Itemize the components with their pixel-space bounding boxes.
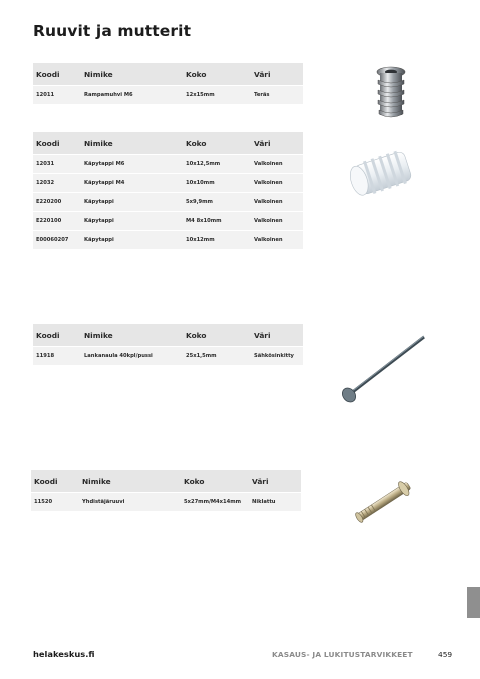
cell-color: Valkoinen	[254, 237, 283, 243]
cell-color: Valkoinen	[254, 161, 283, 167]
table-row	[33, 192, 303, 211]
cell-code: 11520	[34, 499, 53, 505]
cell-color: Niklattu	[252, 499, 276, 505]
table-header	[31, 470, 301, 492]
cell-color: Sähkösinkitty	[254, 353, 294, 359]
table-header	[33, 324, 303, 346]
cell-size: 10x12,5mm	[186, 161, 221, 167]
threaded-insert-icon	[368, 64, 414, 124]
product-table-inserts	[33, 63, 303, 104]
col-header-name: Nimike	[84, 330, 113, 340]
col-header-size: Koko	[186, 330, 207, 340]
cell-color: Valkoinen	[254, 180, 283, 186]
cell-size: 10x10mm	[186, 180, 215, 186]
cell-name: Rampamuhvi M6	[84, 92, 133, 98]
cell-color: Teräs	[254, 92, 270, 98]
table-row	[33, 154, 303, 173]
cell-code: E00060207	[36, 237, 69, 243]
col-header-code: Koodi	[36, 138, 60, 148]
cell-size: 5x9,9mm	[186, 199, 213, 205]
col-header-color: Väri	[254, 330, 271, 340]
cell-code: E220100	[36, 218, 62, 224]
product-table-dowels	[33, 132, 303, 249]
cell-size: 12x15mm	[186, 92, 215, 98]
page-number: 459	[438, 650, 453, 659]
nail-icon	[338, 330, 428, 406]
connector-bolt-icon	[350, 474, 420, 530]
plastic-dowel-icon	[343, 142, 423, 204]
col-header-code: Koodi	[34, 476, 58, 486]
product-table-connector-bolts	[31, 470, 301, 511]
col-header-name: Nimike	[84, 69, 113, 79]
col-header-size: Koko	[186, 138, 207, 148]
cell-name: Käpytappi	[84, 218, 114, 224]
cell-code: E220200	[36, 199, 62, 205]
cell-name: Käpytappi	[84, 199, 114, 205]
cell-code: 12031	[36, 161, 55, 167]
col-header-color: Väri	[254, 69, 271, 79]
cell-code: 11918	[36, 353, 55, 359]
cell-code: 12011	[36, 92, 55, 98]
table-header	[33, 63, 303, 85]
cell-name: Käpytappi	[84, 237, 114, 243]
col-header-code: Koodi	[36, 330, 60, 340]
cell-name: Käpytappi M4	[84, 180, 125, 186]
cell-name: Yhdistäjäruuvi	[82, 499, 125, 505]
col-header-size: Koko	[186, 69, 207, 79]
cell-color: Valkoinen	[254, 218, 283, 224]
cell-size: 10x12mm	[186, 237, 215, 243]
cell-size: 25x1,5mm	[186, 353, 217, 359]
table-header	[33, 132, 303, 154]
col-header-code: Koodi	[36, 69, 60, 79]
col-header-name: Nimike	[84, 138, 113, 148]
product-table-nails	[33, 324, 303, 365]
footer-section-title: KASAUS- JA LUKITUSTARVIKKEET	[272, 650, 413, 659]
cell-code: 12032	[36, 180, 55, 186]
table-row	[33, 211, 303, 230]
cell-size: 5x27mm/M4x14mm	[184, 499, 242, 505]
cell-name: Lankanaula 40kpl/pussi	[84, 353, 153, 359]
col-header-name: Nimike	[82, 476, 111, 486]
footer-website: helakeskus.fi	[33, 649, 95, 659]
table-row	[33, 85, 303, 104]
cell-color: Valkoinen	[254, 199, 283, 205]
col-header-color: Väri	[252, 476, 269, 486]
col-header-color: Väri	[254, 138, 271, 148]
cell-size: M4 8x10mm	[186, 218, 222, 224]
page-title: Ruuvit ja mutterit	[33, 22, 192, 40]
table-row	[31, 492, 301, 511]
cell-name: Käpytappi M6	[84, 161, 125, 167]
table-row	[33, 173, 303, 192]
table-row	[33, 230, 303, 249]
table-row	[33, 346, 303, 365]
col-header-size: Koko	[184, 476, 205, 486]
section-side-tab	[467, 587, 480, 618]
